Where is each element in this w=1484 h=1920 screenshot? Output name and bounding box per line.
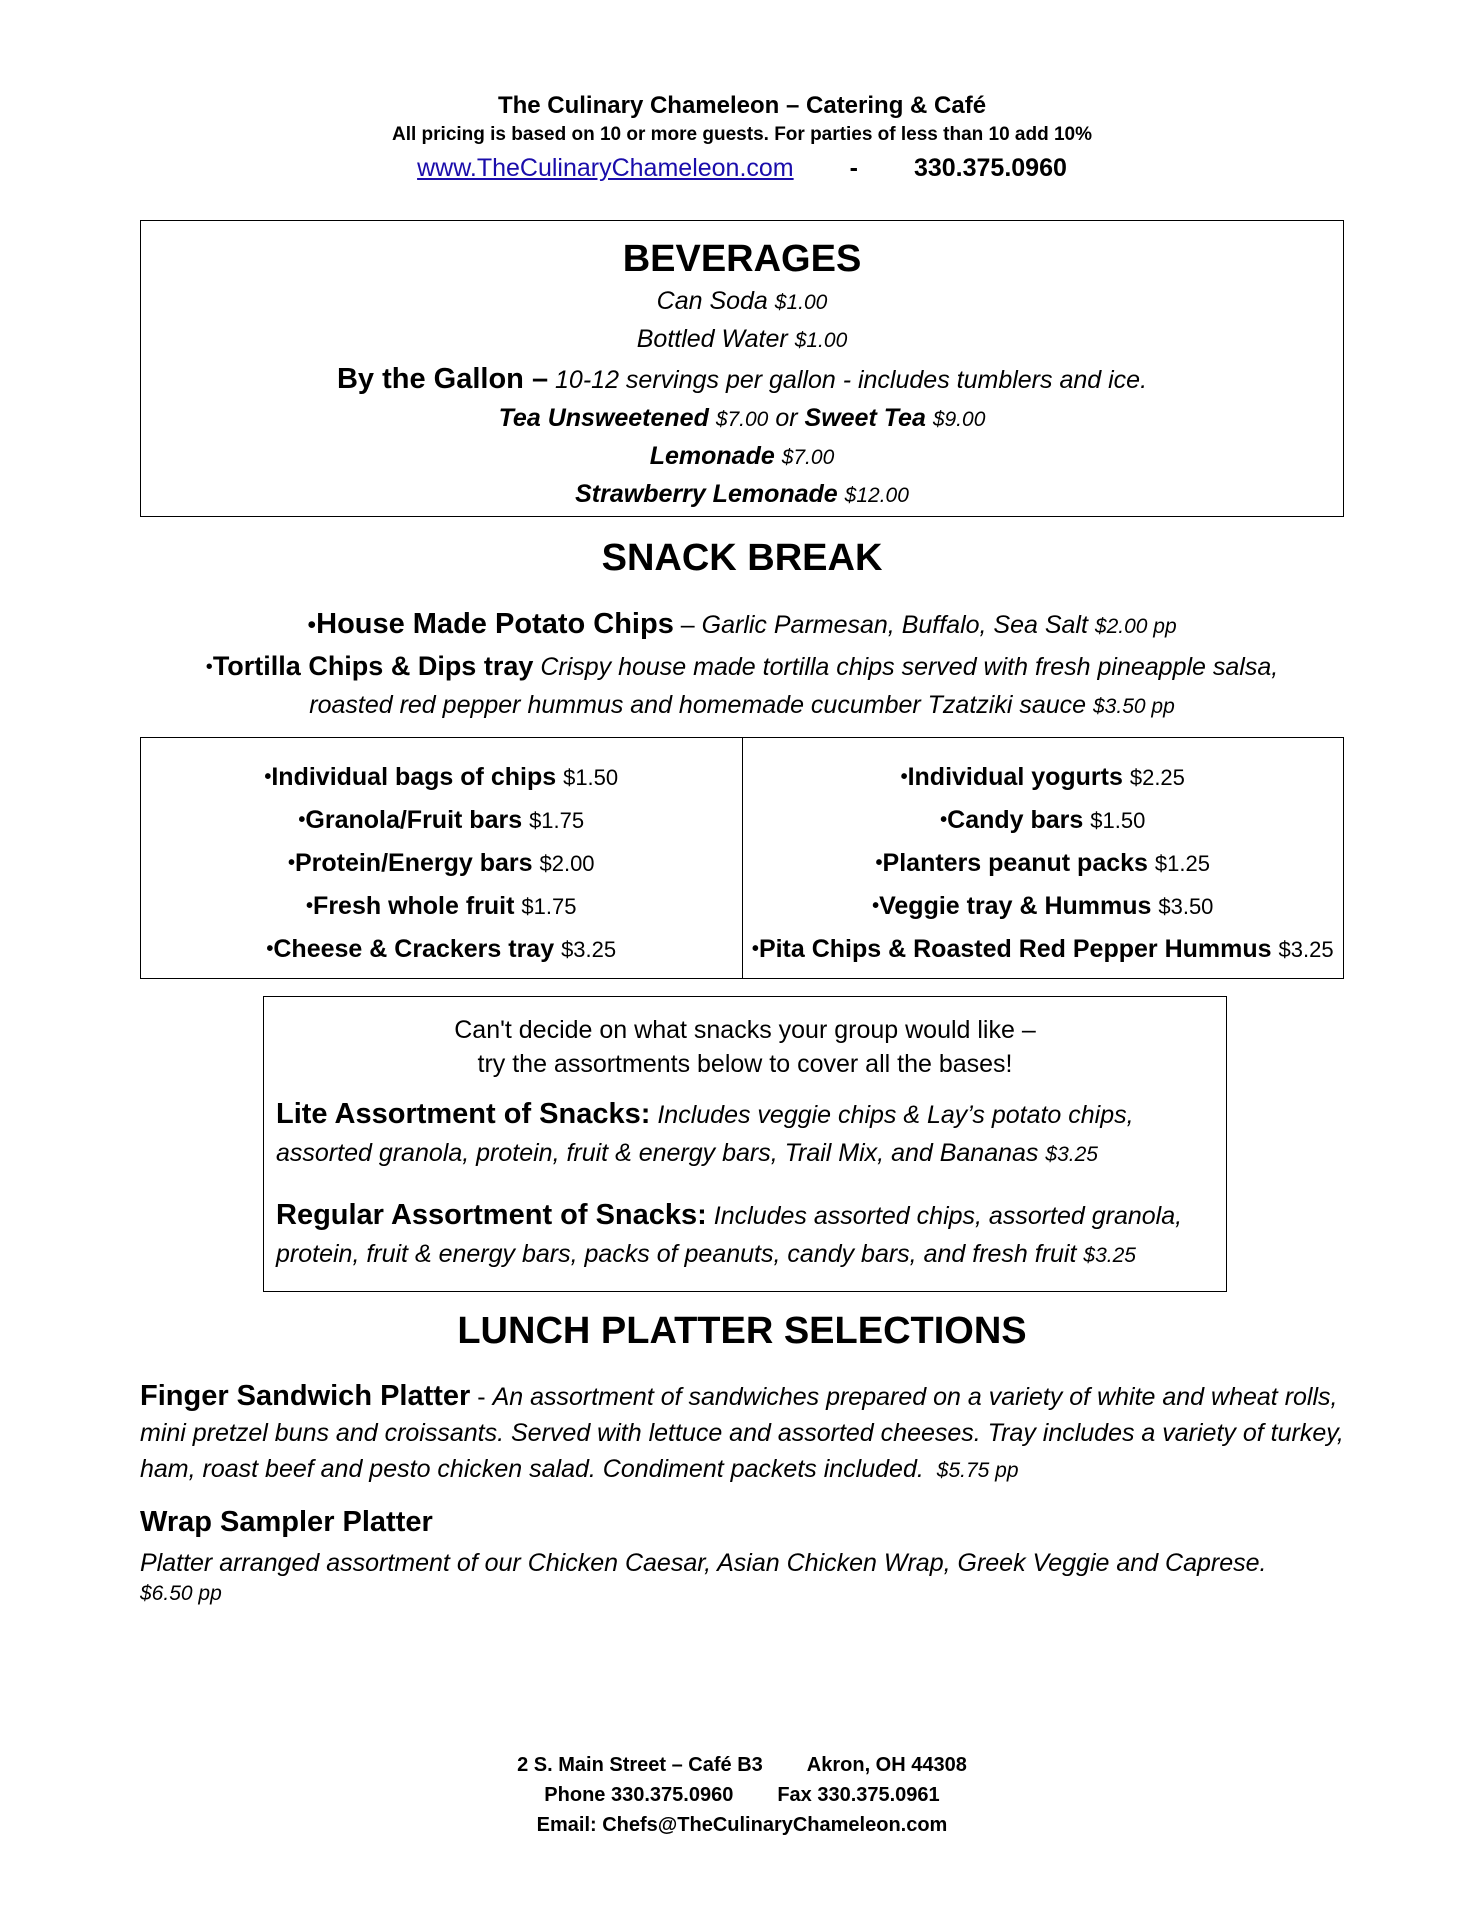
potato-chips-name: House Made Potato Chips <box>316 608 674 640</box>
snack-break-list <box>0 604 1484 726</box>
regular-assortment <box>276 1196 1214 1275</box>
bullet-icon: • <box>900 766 908 788</box>
bullet-icon: • <box>872 895 880 917</box>
snack-items-left-column <box>141 738 742 978</box>
snack-item-name: Planters peanut packs <box>882 849 1148 877</box>
business-title: The Culinary Chameleon – Catering & Café <box>497 92 987 119</box>
snack-item-name: Protein/Energy bars <box>294 849 533 877</box>
bullet-icon: • <box>875 852 883 874</box>
footer-fax: Fax 330.375.0961 <box>777 1784 940 1806</box>
bullet-icon: • <box>205 656 213 678</box>
wrap-sampler-desc: Platter arranged assortment of our Chicken Caesar, Asian Chicken Wrap, Greek Veggie and Caprese. <box>140 1549 1267 1577</box>
gallon-desc: 10-12 servings per gallon - includes tumblers and ice. <box>555 366 1148 394</box>
finger-sandwich-dash: - <box>477 1383 486 1411</box>
bullet-icon: • <box>306 895 314 917</box>
snack-item <box>752 928 1334 971</box>
bullet-icon: • <box>751 938 759 960</box>
snack-item <box>298 799 584 842</box>
regular-assortment-price: $3.25 <box>1083 1244 1136 1267</box>
snack-item-name: Cheese & Crackers tray <box>273 935 555 963</box>
gallon-label: By the Gallon – <box>336 363 549 395</box>
snack-item-name: Candy bars <box>947 806 1084 834</box>
gallon-item <box>141 359 1343 400</box>
snack-item-name: Individual bags of chips <box>271 763 557 791</box>
finger-sandwich-platter <box>140 1378 1350 1489</box>
assortments-intro-line-1: Can't decide on what snacks your group would like – <box>454 1016 1036 1044</box>
footer-address: 2 S. Main Street – Café B3 <box>517 1754 763 1776</box>
tortilla-chips-item <box>0 647 1484 686</box>
snack-item <box>266 928 616 971</box>
can-soda-name: Can Soda <box>656 287 768 315</box>
pricing-note: All pricing is based on 10 or more guests. For parties of less than 10 add 10% <box>391 124 1093 145</box>
regular-assortment-desc: Includes assorted chips, assorted granola, protein, fruit & energy bars, packs of peanuts, candy bars, and fresh fruit <box>276 1202 1183 1268</box>
potato-chips-item <box>0 604 1484 647</box>
snack-item <box>306 885 576 928</box>
snack-items-right-column <box>742 738 1344 978</box>
strawberry-lemonade-price: $12.00 <box>844 484 909 507</box>
snack-item-name: Individual yogurts <box>907 763 1123 791</box>
potato-chips-desc: Garlic Parmesan, Buffalo, Sea Salt <box>701 611 1088 639</box>
snack-item-price: $3.50 <box>1158 894 1214 919</box>
footer-phone-line <box>0 1780 1484 1810</box>
header-phone: 330.375.0960 <box>913 154 1067 182</box>
snack-item-price: $2.25 <box>1129 765 1185 790</box>
footer-address-line <box>0 1750 1484 1780</box>
lite-assortment <box>276 1095 1214 1174</box>
lite-assortment-name: Lite Assortment of Snacks: <box>276 1098 651 1130</box>
snack-item-name: Fresh whole fruit <box>313 892 515 920</box>
tea-unsweet-name: Tea Unsweetened <box>498 404 709 432</box>
snack-item <box>901 756 1185 799</box>
snack-item-name: Veggie tray & Hummus <box>879 892 1152 920</box>
tortilla-chips-desc-1: Crispy house made tortilla chips served with fresh pineapple salsa, <box>540 653 1279 681</box>
header-contact <box>0 154 1484 183</box>
tortilla-chips-desc-2: roasted red pepper hummus and homemade cucumber Tzatziki sauce <box>309 691 1087 719</box>
snack-item-name: Granola/Fruit bars <box>305 806 523 834</box>
tea-item <box>141 400 1343 438</box>
beverages-box <box>140 220 1344 517</box>
wrap-sampler-price: $6.50 pp <box>140 1582 222 1605</box>
bullet-icon: • <box>307 611 317 639</box>
lemonade-name: Lemonade <box>649 442 775 470</box>
snack-item-price: $1.75 <box>529 808 585 833</box>
snack-item-price: $1.50 <box>1090 808 1146 833</box>
bottled-water-price: $1.00 <box>794 329 848 352</box>
header-separator: - <box>849 154 858 182</box>
bottled-water-item <box>141 321 1343 359</box>
sweet-tea-name: Sweet Tea <box>804 404 926 432</box>
snack-item-price: $1.25 <box>1154 851 1210 876</box>
assortments-intro-line-2: try the assortments below to cover all the bases! <box>477 1050 1013 1078</box>
snack-item <box>876 842 1210 885</box>
lemonade-price: $7.00 <box>781 446 835 469</box>
tea-or: or <box>775 404 798 432</box>
snack-item <box>940 799 1145 842</box>
bottled-water-name: Bottled Water <box>636 325 788 353</box>
assortments-intro <box>276 1013 1214 1081</box>
snack-item-price: $1.50 <box>563 765 619 790</box>
snack-item-price: $2.00 <box>539 851 595 876</box>
snack-item <box>288 842 595 885</box>
regular-assortment-name: Regular Assortment of Snacks: <box>276 1199 707 1231</box>
lunch-title: LUNCH PLATTER SELECTIONS <box>457 1310 1027 1352</box>
tortilla-chips-item-cont <box>0 686 1484 726</box>
finger-sandwich-name: Finger Sandwich Platter <box>140 1380 471 1412</box>
footer-email[interactable]: Email: Chefs@TheCulinaryChameleon.com <box>536 1814 948 1836</box>
tortilla-chips-name: Tortilla Chips & Dips tray <box>212 651 534 681</box>
assortments-box <box>263 996 1227 1292</box>
tortilla-chips-price: $3.50 pp <box>1093 695 1175 718</box>
snack-item-price: $3.25 <box>561 937 617 962</box>
wrap-sampler-name: Wrap Sampler Platter <box>140 1506 433 1538</box>
potato-chips-price: $2.00 pp <box>1094 615 1177 638</box>
snack-break-title: SNACK BREAK <box>601 537 883 579</box>
bullet-icon: • <box>266 938 274 960</box>
strawberry-lemonade-item <box>141 476 1343 514</box>
can-soda-price: $1.00 <box>774 291 828 314</box>
potato-chips-dash: – <box>680 611 695 639</box>
snack-item-name: Pita Chips & Roasted Red Pepper Hummus <box>758 935 1272 963</box>
website-link[interactable]: www.TheCulinaryChameleon.com <box>417 154 794 182</box>
snack-item-price: $3.25 <box>1278 937 1334 962</box>
finger-sandwich-desc: An assortment of sandwiches prepared on a variety of white and wheat rolls, mini pretzel buns and croissants. Served with lettuce and assorted cheeses. Tray includes a variety of turkey, ham, roast beef and pesto chicken salad. Condiment packets included. <box>140 1383 1344 1483</box>
can-soda-item <box>141 283 1343 321</box>
strawberry-lemonade-name: Strawberry Lemonade <box>575 480 838 508</box>
snack-item-price: $1.75 <box>521 894 577 919</box>
finger-sandwich-price: $5.75 pp <box>936 1459 1019 1482</box>
footer-city: Akron, OH 44308 <box>806 1754 967 1776</box>
bullet-icon: • <box>298 809 306 831</box>
beverages-title: BEVERAGES <box>622 238 862 280</box>
wrap-sampler-platter <box>140 1546 1350 1608</box>
snack-item <box>264 756 618 799</box>
bullet-icon: • <box>287 852 295 874</box>
sweet-tea-price: $9.00 <box>932 408 986 431</box>
bullet-icon: • <box>264 766 272 788</box>
lemonade-item <box>141 438 1343 476</box>
snack-item <box>872 885 1213 928</box>
bullet-icon: • <box>940 809 948 831</box>
snack-items-grid <box>140 737 1344 979</box>
footer <box>0 1750 1484 1840</box>
footer-phone: Phone 330.375.0960 <box>544 1784 734 1806</box>
lite-assortment-price: $3.25 <box>1045 1143 1098 1166</box>
lite-assortment-desc: Includes veggie chips & Lay’s potato chips, assorted granola, protein, fruit & energy bars, Trail Mix, and Bananas <box>276 1101 1134 1167</box>
tea-unsweet-price: $7.00 <box>715 408 769 431</box>
